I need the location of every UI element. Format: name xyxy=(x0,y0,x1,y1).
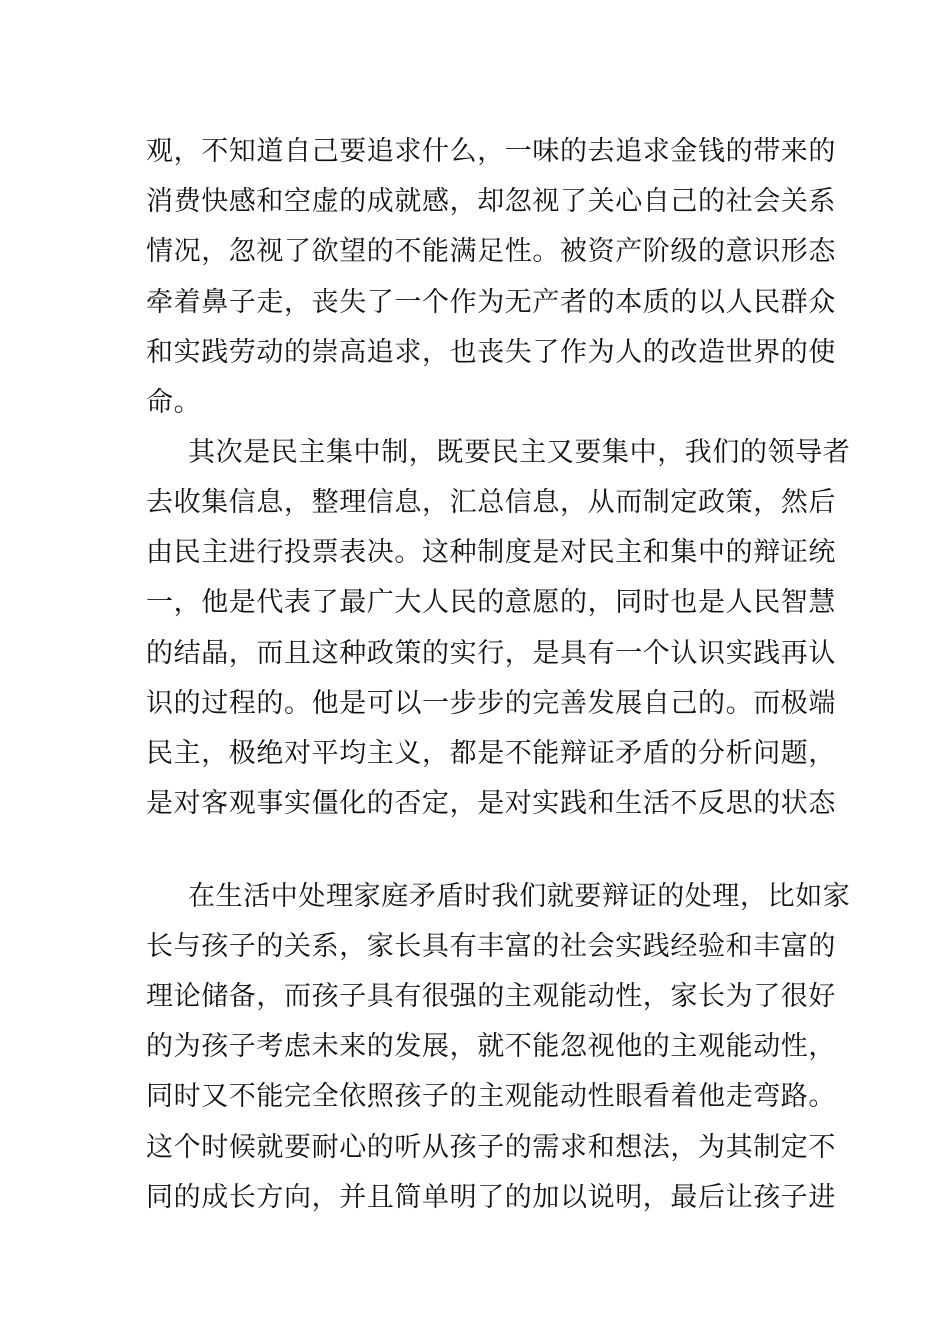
paragraph-3-line-6: 这个时候就要耐心的听从孩子的需求和想法，为其制定不 xyxy=(146,1132,836,1163)
paragraph-1-line-3: 情况，忽视了欲望的不能满足性。被资产阶级的意识形态 xyxy=(146,236,836,267)
paragraph-1-line-6: 命。 xyxy=(146,387,202,418)
paragraph-1-line-4: 牵着鼻子走，丧失了一个作为无产者的本质的以人民群众 xyxy=(146,287,836,318)
paragraph-1-line-1: 观，不知道自己要追求什么，一味的去追求金钱的带来的 xyxy=(146,136,836,167)
paragraph-1-line-5: 和实践劳动的崇高追求，也丧失了作为人的改造世界的使 xyxy=(146,337,836,368)
paragraph-2-line-6: 识的过程的。他是可以一步步的完善发展自己的。而极端 xyxy=(146,688,836,719)
paragraph-2-line-1: 其次是民主集中制，既要民主又要集中，我们的领导者 xyxy=(188,437,851,468)
paragraph-1-line-2: 消费快感和空虚的成就感，却忽视了关心自己的社会关系 xyxy=(146,186,836,217)
paragraph-2-line-3: 由民主进行投票表决。这种制度是对民主和集中的辩证统 xyxy=(146,537,836,568)
paragraph-2-line-4: 一，他是代表了最广大人民的意愿的，同时也是人民智慧 xyxy=(146,587,836,618)
paragraph-2-line-7: 民主，极绝对平均主义，都是不能辩证矛盾的分析问题， xyxy=(146,738,836,769)
paragraph-3-line-5: 同时又不能完全依照孩子的主观能动性眼看着他走弯路。 xyxy=(146,1081,836,1112)
paragraph-3-line-7: 同的成长方向，并且简单明了的加以说明，最后让孩子进 xyxy=(146,1182,836,1213)
paragraph-3-line-4: 的为孩子考虑未来的发展，就不能忽视他的主观能动性， xyxy=(146,1031,836,1062)
paragraph-2-line-5: 的结晶，而且这种政策的实行，是具有一个认识实践再认 xyxy=(146,638,836,669)
paragraph-3-line-1: 在生活中处理家庭矛盾时我们就要辩证的处理，比如家 xyxy=(188,881,851,912)
paragraph-2-line-2: 去收集信息，整理信息，汇总信息，从而制定政策，然后 xyxy=(146,487,836,518)
paragraph-3-line-3: 理论储备，而孩子具有很强的主观能动性，家长为了很好 xyxy=(146,981,836,1012)
paragraph-2-line-8: 是对客观事实僵化的否定，是对实践和生活不反思的状态 xyxy=(146,788,836,819)
paragraph-3-line-2: 长与孩子的关系，家长具有丰富的社会实践经验和丰富的 xyxy=(146,931,836,962)
